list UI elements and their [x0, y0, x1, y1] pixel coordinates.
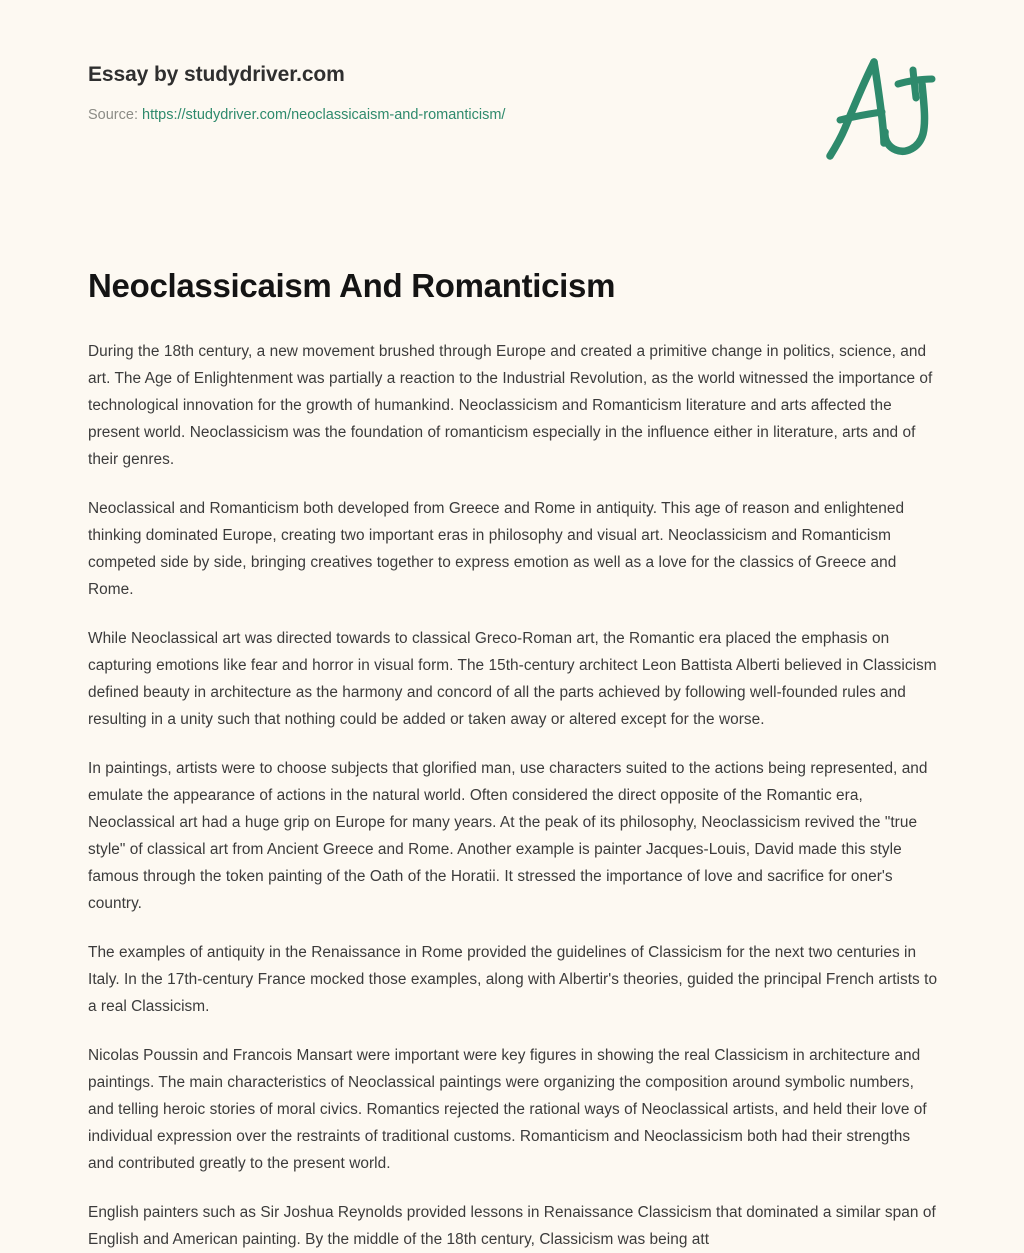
page-header: [88, 0, 936, 180]
source-url-link[interactable]: https://studydriver.com/neoclassicaism-and-romanticism/: [142, 107, 506, 124]
paragraph: In paintings, artists were to choose subjects that glorified man, use characters suited to the actions being represented, and emulate the appearance of actions in the natural world. Often considered the direct opposite of the Romantic era, Neoclassical art had a huge grip on Europe for many years. At the peak of its philosophy, Neoclassicism revived the "true style" of classical art from Ancient Greece and Rome. Another example is painter Jacques-Louis, David made this style famous through the token painting of the Oath of the Horatii. It stressed the importance of love and sacrifice for oner's country.: [88, 759, 928, 912]
page-title: Neoclassicaism And Romanticism: [88, 267, 616, 304]
paragraph: While Neoclassical art was directed towards to classical Greco-Roman art, the Romantic era placed the emphasis on capturing emotions like fear and horror in visual form. The 15th-century architect Leon Battista Alberti believed in Classicism defined beauty in architecture as the harmony and concord of all the parts achieved by following well-founded rules and resulting in a unity such that nothing could be added or taken away or altered except for the worse.: [88, 629, 937, 728]
byline: Essay by studydriver.com: [88, 63, 345, 86]
article-body: [88, 338, 938, 1253]
paragraph: Nicolas Poussin and Francois Mansart were important were key figures in showing the real Classicism in architecture and paintings. The main characteristics of Neoclassical paintings were organizing the composition around symbolic numbers, and telling heroic stories of moral civics. Romantics rejected the rational ways of Neoclassical artists, and held their love of individual expression over the restraints of traditional customs. Romanticism and Neoclassicism both had their strengths and contributed greatly to the present world.: [88, 1046, 927, 1172]
paragraph: English painters such as Sir Joshua Reynolds provided lessons in Renaissance Classicism that dominated a similar span of English and American painting. By the middle of the 18th century, Classicism was being att: [88, 1203, 936, 1248]
paragraph: The examples of antiquity in the Renaissance in Rome provided the guidelines of Classicism for the next two centuries in Italy. In the 17th-century France mocked those examples, along with Albertir's theories, guided the principal French artists to a real Classicism.: [88, 943, 938, 1015]
paragraph: During the 18th century, a new movement brushed through Europe and created a primitive change in politics, science, and art. The Age of Enlightenment was partially a reaction to the Industrial Revolution, as the world witnessed the importance of technological innovation for the growth of humankind. Neoclassicism and Romanticism literature and arts affected the present world. Neoclassicism was the foundation of romanticism especially in the influence either in literature, arts and of their genres.: [88, 342, 933, 468]
paragraph: Neoclassical and Romanticism both developed from Greece and Rome in antiquity. This age of reason and enlightened thinking dominated Europe, creating two important eras in philosophy and visual art. Neoclassicism and Romanticism competed side by side, bringing creatives together to express emotion as well as a love for the classics of Greece and Rome.: [88, 499, 905, 598]
source-label: Source:: [88, 107, 138, 124]
source-line: [88, 106, 936, 125]
